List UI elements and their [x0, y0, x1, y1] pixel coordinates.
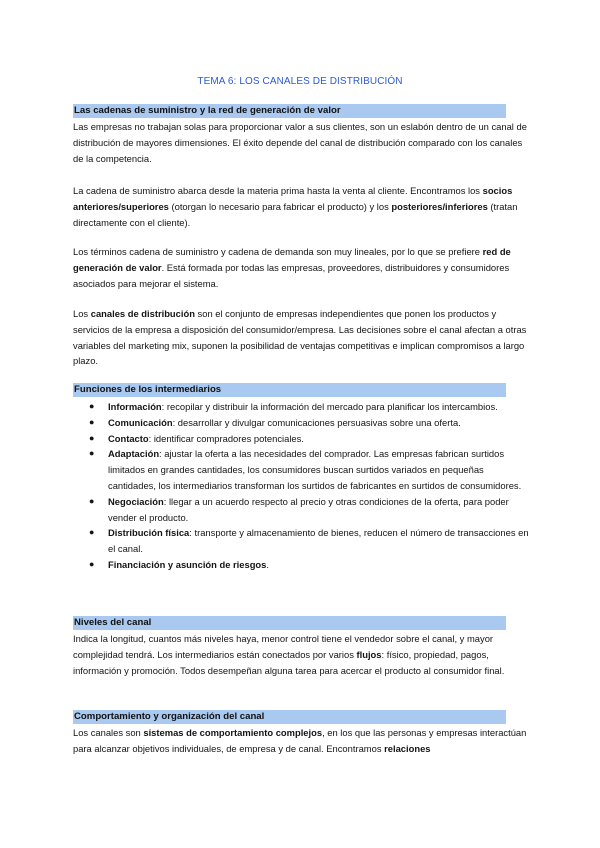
page-title: TEMA 6: LOS CANALES DE DISTRIBUCIÓN [197, 76, 403, 87]
list-item: ● Financiación y asunción de riesgos. [73, 557, 533, 573]
bold-term: flujos [356, 648, 382, 660]
bullet-icon: ● [89, 401, 95, 411]
section-heading-channel-levels: Niveles del canal [73, 616, 506, 630]
bold-term: red de generación de valor [73, 246, 511, 273]
paragraph-supply-chain: La cadena de suministro abarca desde la materia prima hasta la venta al cliente. Encontramos los socios anteriores/superiores (otorgan lo necesario para fabricar el producto) y los posteriores/inferiores (tratan directamente con el cliente). [73, 185, 518, 228]
bullet-icon: ● [89, 448, 95, 459]
list-item: ● Adaptación: ajustar la oferta a las necesidades del comprador. Las empresas fabrican surtidos limitados en grandes cantidades, los consumidores buscan surtidos variados en pequeñas cantidades, los intermediarios transforman los surtidos de fabricantes en surtidos de consumidores. [89, 448, 522, 491]
bullet-icon: ● [89, 527, 95, 538]
bullet-icon: ● [89, 558, 95, 569]
bullet-icon: ● [89, 495, 95, 506]
list-item: ● Negociación: llegar a un acuerdo respecto al precio y otras condiciones de la oferta, para poder vender el producto. [89, 495, 509, 523]
list-item: ● Distribución física: transporte y almacenamiento de bienes, reducen el número de transacciones en el canal. [89, 527, 529, 555]
bold-term: canales de distribución [90, 308, 195, 319]
bold-term: relaciones [384, 742, 431, 754]
paragraph-value-network: Los términos cadena de suministro y cadena de demanda son muy lineales, por lo que se prefiere red de generación de valor. Está formada por todas las empresas, proveedores, distribuidores y consumidores asociados para mejorar el sistema. [73, 246, 511, 289]
functions-list [73, 399, 533, 573]
paragraph-channel-behavior: Los canales son sistemas de comportamiento complejos, en los que las personas y empresas interactúan para alcanzar objetivos individuales, de empresa y de canal. Encontramos relaciones [73, 727, 527, 754]
bold-term: socios anteriores/superiores [73, 185, 513, 212]
bold-term: sistemas de comportamiento complejos [143, 727, 323, 738]
bold-term: posteriores/inferiores [391, 200, 488, 212]
list-item: ● Comunicación: desarrollar y divulgar comunicaciones persuasivas sobre una oferta. [73, 415, 533, 431]
section-heading-intermediary-functions: Funciones de los intermediarios [73, 383, 506, 397]
bullet-icon: ● [89, 416, 95, 427]
bullet-icon: ● [89, 432, 95, 443]
paragraph-channel-levels: Indica la longitud, cuantos más niveles haya, menor control tiene el vendedor sobre el canal, y mayor complejidad tendrá. Los intermediarios están conectados por varios flujos: físico, propiedad, pagos, información y promoción. Todos desempeñan alguna tarea para acercar el producto al consumidor final. [73, 633, 505, 676]
paragraph-intro: Las empresas no trabajan solas para proporcionar valor a sus clientes, son un eslabón dentro de un canal de distribución de mayores dimensiones. El éxito depende del canal de distribución comparado con los canales de la competencia. [73, 121, 527, 164]
section-heading-channel-behavior: Comportamiento y organización del canal [73, 710, 506, 724]
list-item: ● Información: recopilar y distribuir la información del mercado para planificar los intercambios. [73, 399, 533, 415]
list-item: ● Contacto: identificar compradores potenciales. [73, 431, 533, 447]
paragraph-distribution-channels: Los canales de distribución son el conjunto de empresas independientes que ponen los productos y servicios de la empresa a disposición del consumidor/empresa. Las decisiones sobre el canal afectan a otras variables del marketing mix, suponen la posibilidad de ventajas competitivas e implican compromisos a largo plazo. [73, 308, 527, 367]
section-heading-supply-chain: Las cadenas de suministro y la red de generación de valor [73, 104, 506, 118]
